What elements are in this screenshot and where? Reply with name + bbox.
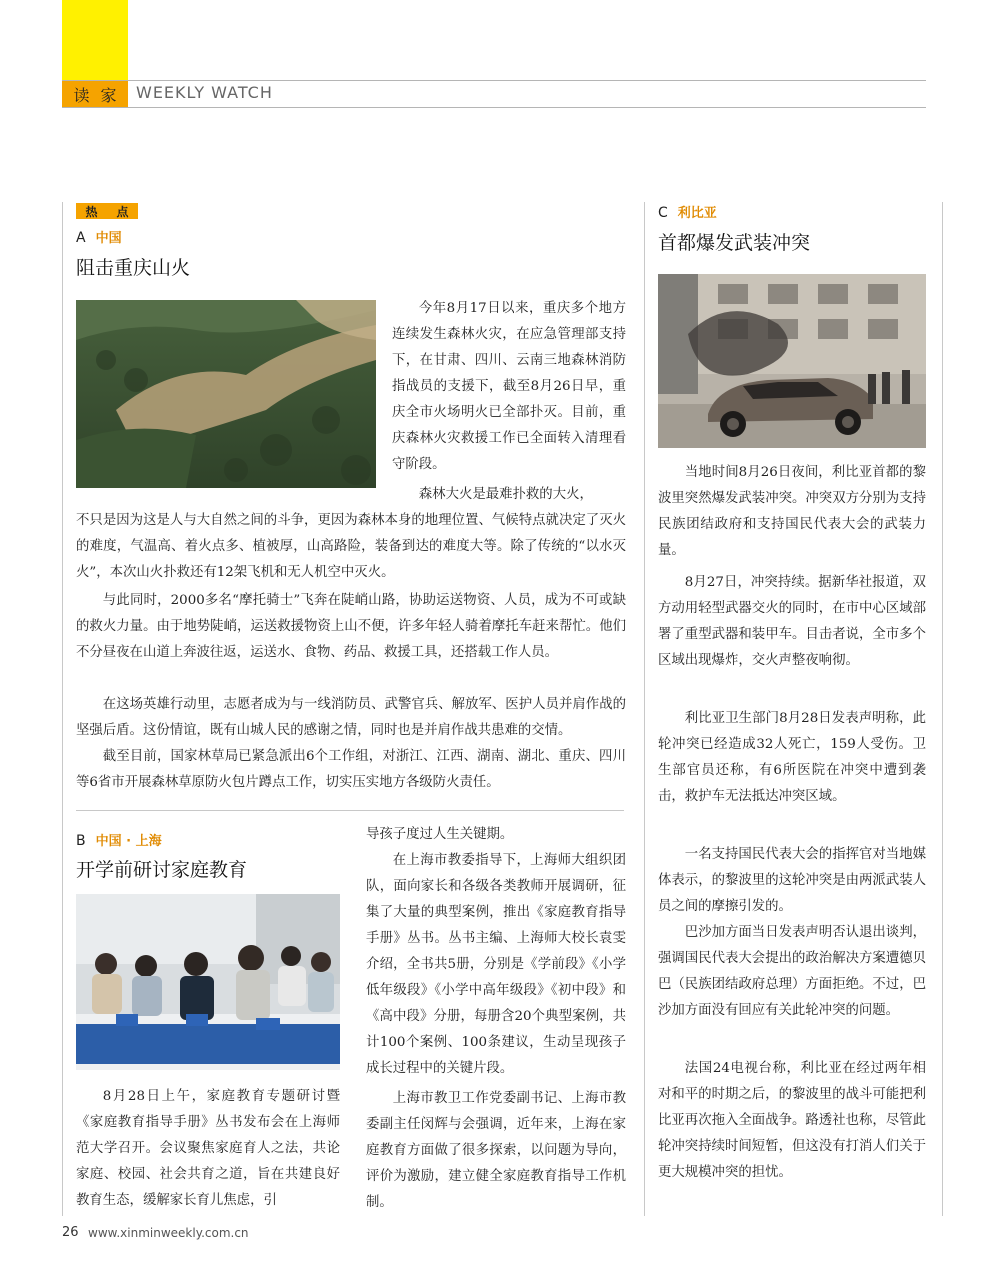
article-b-title: 开学前研讨家庭教育 xyxy=(76,859,248,881)
article-a-paragraph-5: 截至目前，国家林草局已紧急派出6个工作组，对浙江、江西、湖南、湖北、重庆、四川等6省市开展森林草原防火包片蹲点工作，切实压实地方各级防火责任。 xyxy=(76,749,626,790)
tag-char-1: 热 xyxy=(85,204,98,219)
article-separator xyxy=(76,810,624,811)
section-badge xyxy=(62,81,128,107)
article-c-paragraph-5: 巴沙加方面当日发表声明否认退出谈判，强调国民代表大会提出的政治解决方案遭德贝巴（民族团结政府总理）方面拒绝。不过，巴沙加方面没有回应有关此轮冲突的问题。 xyxy=(658,925,926,1018)
article-b-paragraph-2: 在上海市教委指导下，上海师大组织团队，面向家长和各级各类教师开展调研，征集了大量的典型案例，推出《家庭教育指导手册》丛书。丛书主编、上海师大校长袁雯介绍，全书共5册，分别是《学前段》《小学低年级段》《小学中高年级段》《初中段》和《高中段》分册，每册含20个典型案例，共计100个案例、100条建议，生动呈现孩子成长过程中的关键片段。 xyxy=(366,853,626,1076)
seminar-photo xyxy=(76,894,340,1070)
column-rule-left xyxy=(62,202,63,1216)
page-number: 26 xyxy=(62,1225,79,1240)
article-c-region: 利比亚 xyxy=(677,206,717,221)
article-c-paragraph-1: 当地时间8月26日夜间，利比亚首都的黎波里突然爆发武装冲突。冲突双方分别为支持民族团结政府和支持国民代表大会的武装力量。 xyxy=(658,465,926,558)
article-b-paragraph-1-cont: 导孩子度过人生关键期。 xyxy=(366,827,514,842)
article-c-title: 首都爆发武装冲突 xyxy=(658,232,811,254)
article-a-paragraph-2-start: 森林大火是最难扑救的大火， xyxy=(418,487,593,502)
article-b-label xyxy=(76,830,162,849)
article-a-label xyxy=(76,227,122,246)
article-a-letter: A xyxy=(76,230,86,246)
column-rule-middle xyxy=(644,202,645,1216)
column-rule-right xyxy=(942,202,943,1216)
header-rule-bottom xyxy=(62,107,926,108)
header-rule-top xyxy=(62,80,926,81)
article-b-letter: B xyxy=(76,833,86,849)
article-a-paragraph-1: 今年8月17日以来，重庆多个地方连续发生森林火灾，在应急管理部支持下，在甘肃、四川、云南三地森林消防指战员的支援下，截至8月26日早，重庆全市火场明火已全部扑灭。目前，重庆森林火灾救援工作已全面转入清理看守阶段。 xyxy=(392,301,626,472)
article-c-paragraph-4: 一名支持国民代表大会的指挥官对当地媒体表示，的黎波里的这轮冲突是由两派武装人员之间的摩擦引发的。 xyxy=(658,847,926,914)
article-c-letter: C xyxy=(658,205,668,221)
article-c-label xyxy=(658,202,717,221)
article-a-paragraph-2-cont: 不只是因为这是人与大自然之间的斗争，更因为森林本身的地理位置、气候特点就决定了灭火的难度，气温高、着火点多、植被厚，山高路险，装备到达的难度大等。除了传统的“以水灭火”，本次山火扑救还有12架飞机和无人机空中灭火。 xyxy=(76,513,626,580)
article-c-paragraph-3: 利比亚卫生部门8月28日发表声明称，此轮冲突已经造成32人死亡，159人受伤。卫生部官员还称，有6所医院在冲突中遭到袭击，救护车无法抵达冲突区域。 xyxy=(658,711,926,804)
article-c-paragraph-6: 法国24电视台称，利比亚在经过两年相对和平的时期之后，的黎波里的战斗可能把利比亚再次拖入全面战争。路透社也称，尽管此轮冲突持续时间短暂，但这没有打消人们关于更大规模冲突的担忧。 xyxy=(658,1061,926,1180)
article-a-paragraph-4: 在这场英雄行动里，志愿者成为与一线消防员、武警官兵、解放军、医护人员并肩作战的坚强后盾。这份情谊，既有山城人民的感谢之情，同时也是并肩作战共患难的交情。 xyxy=(76,697,626,738)
section-english-title: WEEKLY WATCH xyxy=(136,83,273,102)
article-c-paragraph-2: 8月27日，冲突持续。据新华社报道，双方动用轻型武器交火的同时，在市中心区域部署了重型武器和装甲车。目击者说，全市多个区域出现爆炸，交火声整夜响彻。 xyxy=(658,575,926,668)
article-a-title: 阻击重庆山火 xyxy=(76,257,191,279)
hot-topic-tag xyxy=(76,203,138,219)
article-a-paragraph-3: 与此同时，2000多名“摩托骑士”飞奔在陡峭山路，协助运送物资、人员，成为不可或缺的救火力量。由于地势陡峭，运送救援物资上山不便，许多年轻人骑着摩托车赶来帮忙。他们不分昼夜在山道上奔波往返，运送水、食物、药品、救援工具，还搭载工作人员。 xyxy=(76,593,626,660)
section-char-2: 家 xyxy=(100,85,117,105)
section-char-1: 读 xyxy=(73,85,90,105)
website-url: www.xinminweekly.com.cn xyxy=(88,1226,249,1240)
article-a-region: 中国 xyxy=(95,231,122,246)
tag-char-2: 点 xyxy=(116,204,129,219)
header-yellow-block xyxy=(62,0,128,80)
article-b-paragraph-3: 上海市教卫工作党委副书记、上海市教委副主任闵辉与会强调，近年来，上海在家庭教育方面做了很多探索，以问题为导向，评价为激励，建立健全家庭教育指导工作机制。 xyxy=(366,1091,626,1210)
article-b-paragraph-1: 8月28日上午，家庭教育专题研讨暨《家庭教育指导手册》丛书发布会在上海师范大学召开。会议聚焦家庭育人之法，共论家庭、校园、社会共育之道，旨在共建良好教育生态，缓解家长育儿焦虑，引 xyxy=(76,1089,340,1208)
article-b-region: 中国 · 上海 xyxy=(95,834,162,849)
burnt-car-photo xyxy=(658,274,926,448)
forest-fire-photo xyxy=(76,300,376,488)
